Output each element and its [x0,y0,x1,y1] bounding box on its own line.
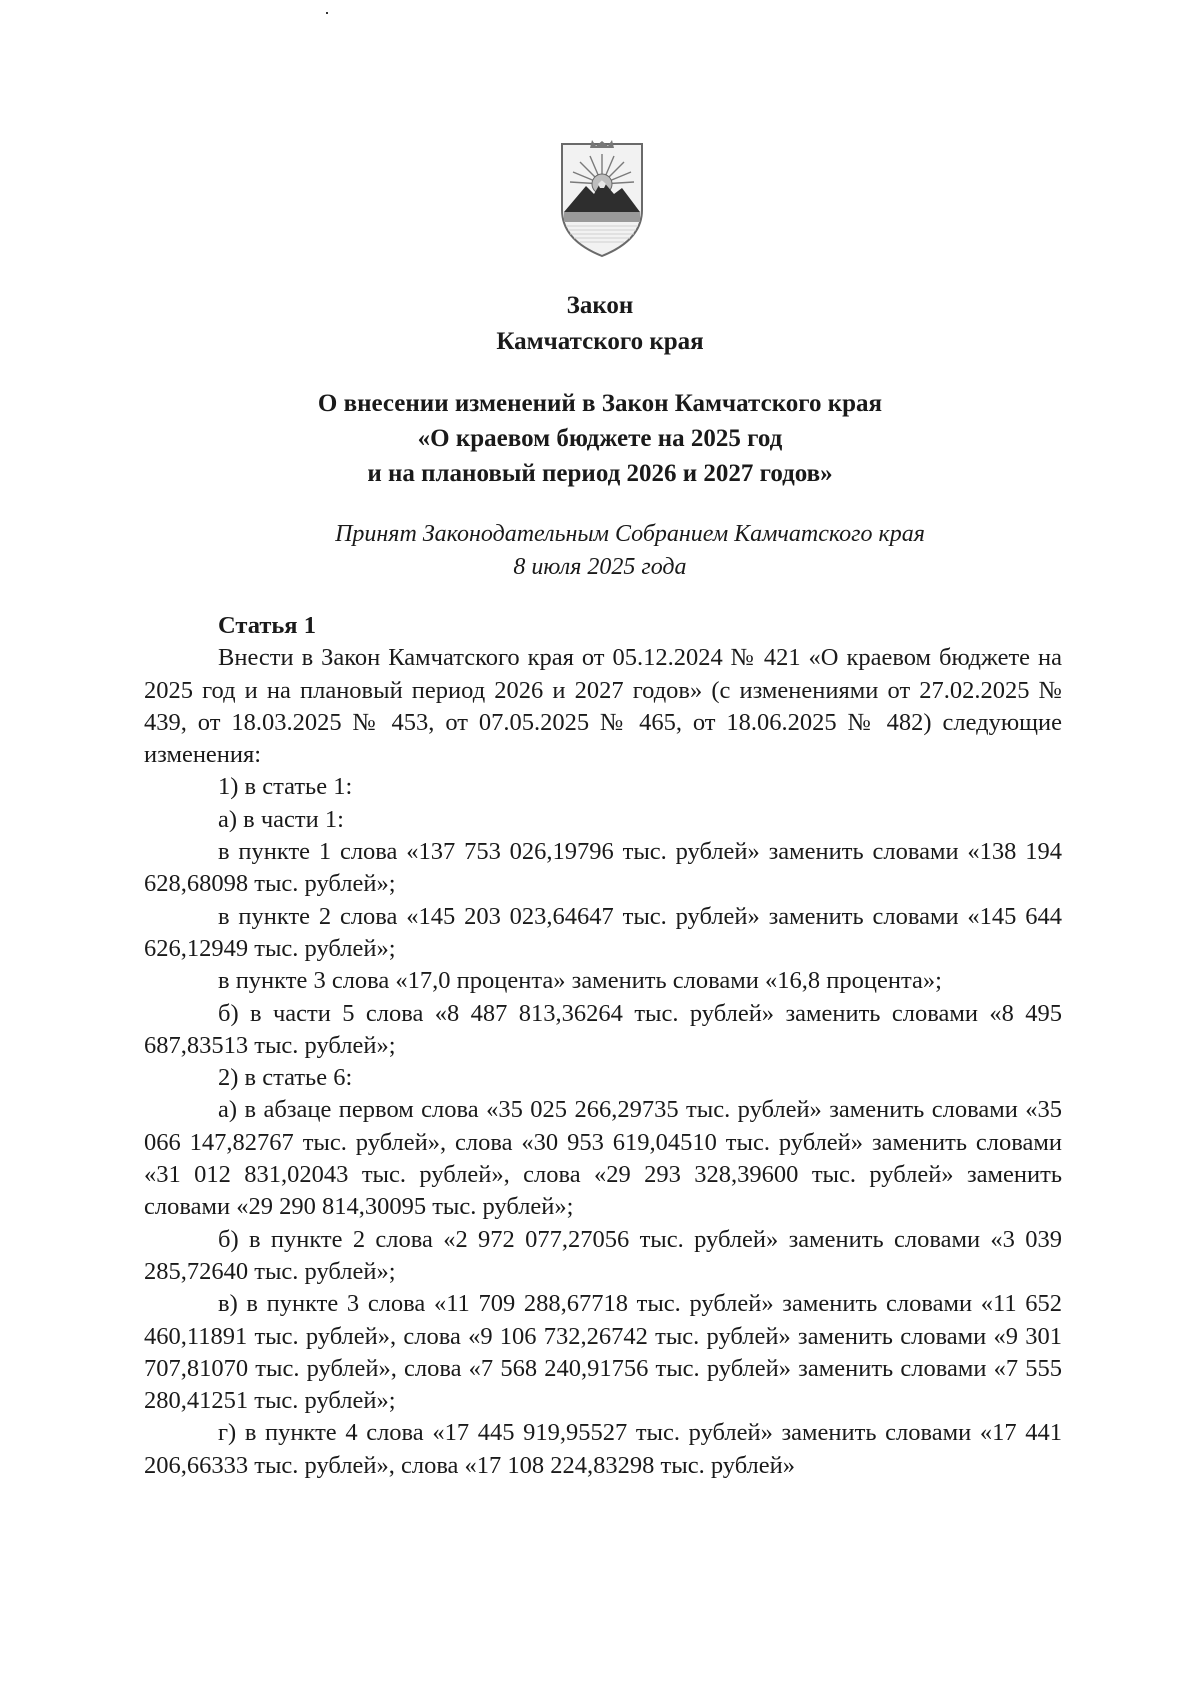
article-paragraph: в пункте 3 слова «17,0 процента» заменить словами «16,8 процента»; [218,967,942,995]
article-paragraph: Внести в Закон Камчатского края от 05.12.2024 № 421 «О краевом бюджете на 2025 год и на плановый период 2026 и 2027 годов» (с изменениями от 27.02.2025 № 439, от 18.03.2025 № 453, от 07.05.2025 № 465, от 18.06.2025 № 482) следующие изменения: [144,644,1062,769]
scan-speck [326,12,328,14]
subject-title [0,386,1200,491]
law-region: Камчатского края [496,328,704,355]
article-paragraph: г) в пункте 4 слова «17 445 919,95527 тыс. рублей» заменить словами «17 441 206,66333 тыс. рублей», слова «17 108 224,83298 тыс. рублей» [144,1419,1062,1479]
subject-line-3: и на плановый период 2026 и 2027 годов» [367,460,833,487]
article-paragraph: б) в части 5 слова «8 487 813,36264 тыс. рублей» заменить словами «8 495 687,83513 тыс. рублей»; [144,999,1062,1059]
adoption-note [0,518,1200,584]
article-paragraph: в) в пункте 3 слова «11 709 288,67718 тыс. рублей» заменить словами «11 652 460,11891 тыс. рублей», слова «9 106 732,26742 тыс. рублей» заменить словами «9 301 707,81070 тыс. рублей», слова «7 568 240,91756 тыс. рублей» заменить словами «7 555 280,41251 тыс. рублей»; [144,1290,1062,1415]
adoption-date: 8 июля 2025 года [513,554,687,580]
law-title [0,288,1200,360]
law-word: Закон [566,292,634,319]
subject-line-1: О внесении изменений в Закон Камчатского края [317,390,883,417]
subject-line-2: «О краевом бюджете на 2025 год [417,425,783,452]
article-paragraph: 1) в статье 1: [218,773,353,801]
coat-of-arms-icon [556,140,648,260]
article-paragraph: в пункте 2 слова «145 203 023,64647 тыс. рублей» заменить словами «145 644 626,12949 тыс. рублей»; [144,902,1062,962]
article-paragraph: а) в части 1: [218,805,344,833]
article-paragraph: а) в абзаце первом слова «35 025 266,29735 тыс. рублей» заменить словами «35 066 147,82767 тыс. рублей», слова «30 953 619,04510 тыс. рублей» заменить словами «31 012 831,02043 тыс. рублей», слова «29 293 328,39600 тыс. рублей» заменить словами «29 290 814,30095 тыс. рублей»; [144,1096,1062,1221]
article-paragraph: в пункте 1 слова «137 753 026,19796 тыс. рублей» заменить словами «138 194 628,68098 тыс. рублей»; [144,838,1062,898]
article-paragraph: б) в пункте 2 слова «2 972 077,27056 тыс. рублей» заменить словами «3 039 285,72640 тыс. рублей»; [144,1225,1062,1285]
article-paragraph: 2) в статье 6: [218,1064,353,1092]
adoption-line-1: Принят Законодательным Собранием Камчатского края [335,521,925,547]
article-heading: Статья 1 [218,612,316,639]
article-body [144,610,1062,1482]
